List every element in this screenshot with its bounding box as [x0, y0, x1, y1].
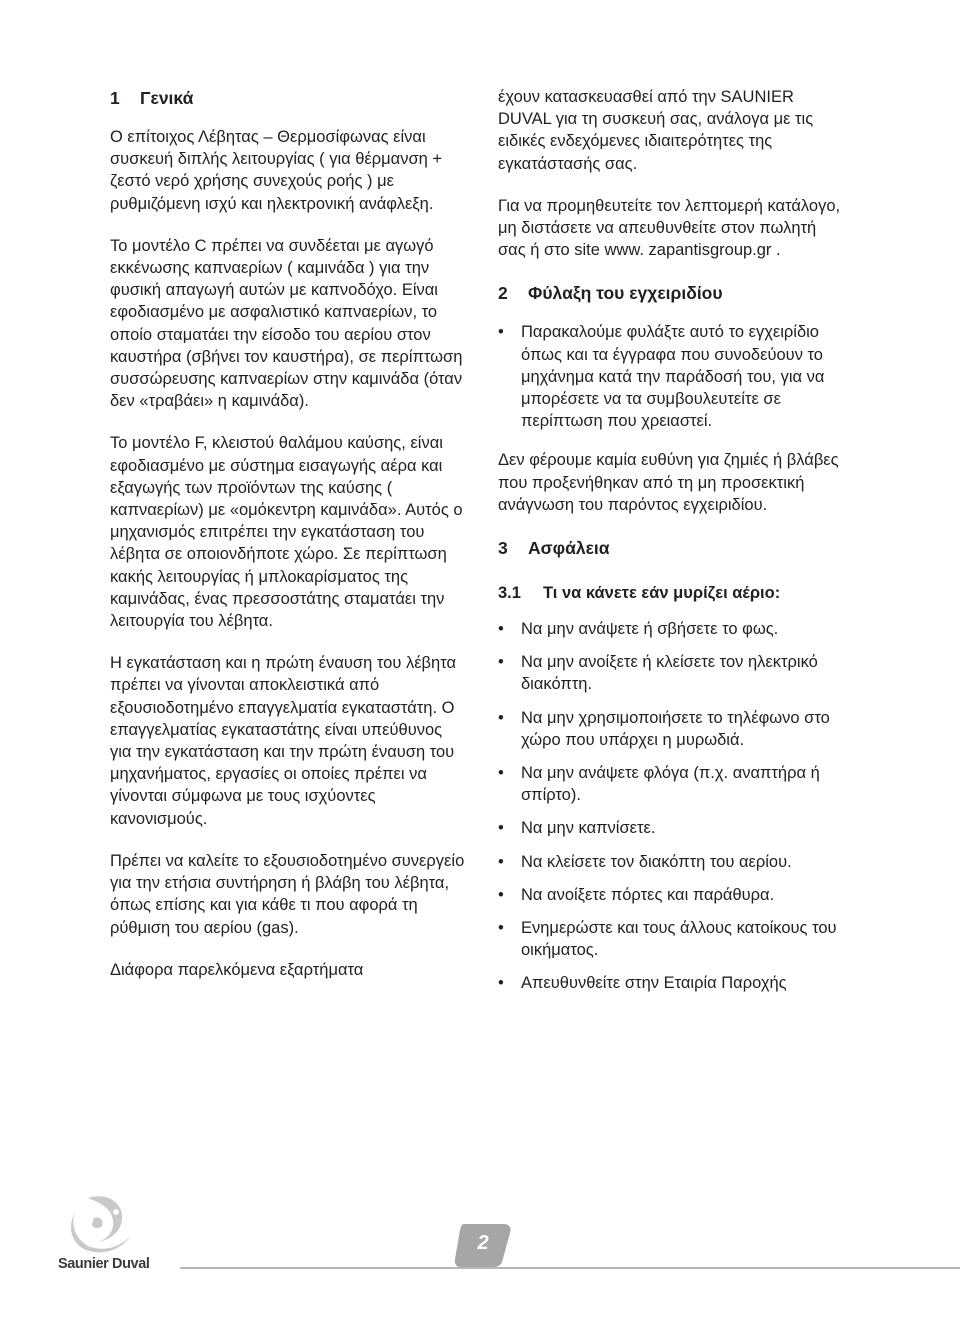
bullet-icon: • — [498, 653, 504, 672]
bullet-list-manual — [498, 321, 848, 432]
list-item-text: Να ανοίξετε πόρτες και παράθυρα. — [521, 885, 775, 904]
bullet-list-gas-smell — [498, 618, 848, 995]
list-item — [498, 762, 848, 806]
paragraph-installation: Η εγκατάσταση και η πρώτη έναυση του λέβητα πρέπει να γίνονται αποκλειστικά από εξουσιοδοτημένο επαγγελματία εγκαταστάτη. Ο επαγγελματίας εγκαταστάτης είναι υπεύθυνος για την εγκατάσταση και την πρώτη έναυση του μηχανήματος, εργασίες οι οποίες πρέπει να γίνονται σύμφωνα με τους ισχύοντες κανονισμούς. — [110, 654, 457, 828]
paragraph-model-c: Το μοντέλο C πρέπει να συνδέεται με αγωγό εκκένωσης καπναερίων ( καμινάδα ) για την φυσική απαγωγή αυτών με καπνοδόχο. Είναι εφοδιασμένο με ασφαλιστικό καπναερίων, το οποίο σταματάει την είσοδο του αερίου στον καυστήρα (σβήνει τον καυστήρα), σε περίπτωση συσσώρευσης καπναερίων στην καμινάδα (όταν δεν «τραβάει» η καμινάδα). — [110, 236, 463, 411]
paragraph-liability: Δεν φέρουμε καμία ευθύνη για ζημιές ή βλάβες που προξενήθηκαν από τη μη προσεκτική ανάγνωση του παρόντος εγχειριδίου. — [498, 451, 839, 514]
list-item-text: Να μην χρησιμοποιήσετε το τηλέφωνο στο χώρο που υπάρχει η μυρωδιά. — [521, 708, 830, 749]
section-number: 1 — [110, 88, 120, 108]
list-item — [498, 707, 848, 751]
list-item — [498, 972, 848, 994]
section-number: 3.1 — [498, 584, 521, 603]
section-number: 3 — [498, 538, 508, 559]
bullet-icon: • — [498, 885, 504, 904]
paragraph-accessories-cont: έχουν κατασκευασθεί από την SAUNIER DUVAL για τη συσκευή σας, ανάλογα με τις ειδικές ενδεχόμενες ιδιαιτερότητες της εγκατάστασής σας. — [498, 88, 814, 173]
list-item — [498, 917, 848, 961]
bullet-icon: • — [498, 974, 504, 993]
bullet-icon: • — [498, 819, 504, 838]
list-item — [498, 618, 848, 640]
paragraph-catalog: Για να προμηθευτείτε τον λεπτομερή κατάλογο, μη διστάσετε να απευθυνθείτε στον πωλητή σας ή στο site www. zapantisgroup.gr . — [498, 196, 841, 260]
list-item — [498, 651, 848, 695]
footer-divider — [180, 1267, 960, 1269]
section-3-1-heading — [498, 582, 848, 604]
bullet-icon: • — [498, 323, 504, 342]
brand-name: Saunier Duval — [58, 1256, 150, 1272]
list-item-text: Να μην ανάψετε ή σβήσετε το φως. — [521, 620, 779, 639]
list-item — [498, 851, 848, 873]
list-item-text: Να μην καπνίσετε. — [521, 819, 656, 838]
list-item — [498, 884, 848, 906]
list-item-text: Να κλείσετε τον διακόπτη του αερίου. — [521, 852, 792, 871]
left-column — [110, 86, 468, 1001]
section-title: Γενικά — [140, 88, 194, 108]
right-column — [498, 86, 848, 1006]
bullet-icon: • — [498, 620, 504, 639]
section-1-heading — [110, 86, 468, 110]
page-number: 2 — [477, 1232, 489, 1254]
list-item-text: Παρακαλούμε φυλάξτε αυτό το εγχειρίδιο όπως και τα έγγραφα που συνοδεύουν το μηχάνημα κατά την παράδοσή του, για να μπορέσετε να τα συμβουλευτείτε σε περίπτωση που χρειαστεί. — [521, 323, 825, 431]
list-item-text: Να μην ανάψετε φλόγα (π.χ. αναπτήρα ή σπίρτο). — [521, 764, 820, 805]
bullet-icon: • — [498, 708, 504, 727]
paragraph-model-f: Το μοντέλο F, κλειστού θαλάμου καύσης, είναι εφοδιασμένο με σύστημα εισαγωγής αέρα και εξαγωγής των προϊόντων της καύσης ( καπναερίων) με «ομόκεντρη καμινάδα». Αυτός ο μηχανισμός επιτρέπει την εγκατάσταση του λέβητα σε οποιονδήποτε χώρο. Σε περίπτωση κακής λειτουργίας ή μπλοκαρίσματος της καμινάδας, ένας πρεσσοστάτης σταματάει την λειτουργία του λέβητα. — [110, 434, 463, 631]
section-title: Ασφάλεια — [528, 538, 610, 559]
bullet-icon: • — [498, 852, 504, 871]
list-item — [498, 817, 848, 839]
section-number: 2 — [498, 283, 508, 304]
paragraph-general: Ο επίτοιχος Λέβητας – Θερμοσίφωνας είναι συσκευή διπλής λειτουργίας ( για θέρμανση + ζεστό νερό χρήσης συνεχούς ροής ) με ρυθμιζόμενη ισχύ και ηλεκτρονική ανάφλεξη. — [110, 128, 443, 213]
section-title: Φύλαξη του εγχειριδίου — [528, 283, 723, 304]
section-3-heading — [498, 536, 848, 560]
bullet-icon: • — [498, 764, 504, 783]
list-item-text: Απευθυνθείτε στην Εταιρία Παροχής — [521, 974, 787, 993]
section-title: Τι να κάνετε εάν μυρίζει αέριο: — [543, 584, 781, 603]
list-item — [498, 321, 848, 432]
bullet-icon: • — [498, 919, 504, 938]
list-item-text: Ενημερώστε και τους άλλους κατοίκους του οικήματος. — [521, 919, 837, 960]
paragraph-accessories: Διάφορα παρελκόμενα εξαρτήματα — [110, 960, 364, 979]
section-2-heading — [498, 281, 848, 305]
paragraph-service: Πρέπει να καλείτε το εξουσιοδοτημένο συνεργείο για την ετήσια συντήρηση ή βλάβη του λέβητα, όπως επίσης και για κάθε τι που αφορά τη ρύθμιση του αερίου (gas). — [110, 851, 465, 937]
list-item-text: Να μην ανοίξετε ή κλείσετε τον ηλεκτρικό διακόπτη. — [521, 653, 818, 694]
